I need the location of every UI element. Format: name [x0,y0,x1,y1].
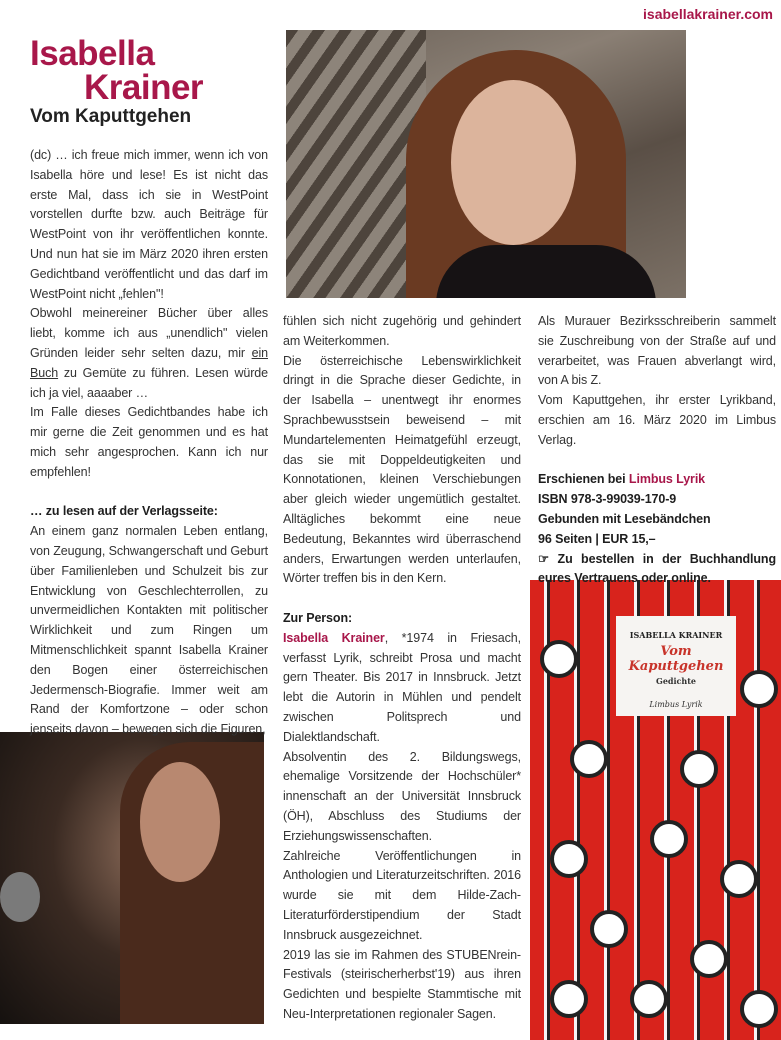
intro-paragraph: (dc) … ich freue mich immer, wenn ich von Isabella höre und lese! Es ist nicht das erste Mal, dass ich sie in WestPoint vorstellen durfte bzw. auch Beiträge für WestPoint von ihr veröffentlichen konnte. Und nun hat sie im März 2020 ihren ersten Gedichtband veröffentlicht und das darf im WestPoint nicht „fehlen"! [30,148,268,301]
author-name: Isabella Krainer [283,630,385,645]
website-url[interactable]: isabellakrainer.com [643,6,773,22]
book-details: Erschienen bei Limbus Lyrik ISBN 978-3-99039-170-9 Gebunden mit Lesebändchen 96 Seiten | EUR 15,– ☞ Zu bestellen in der Buchhandlung eures Vertrauens oder online. [538,472,776,586]
cover-genre: Gedichte [655,676,697,686]
pages-price: 96 Seiten | EUR 15,– [538,531,656,546]
title-first-name: Isabella [30,34,155,73]
title-last-name: Krainer [84,68,204,107]
book-link[interactable]: ein Buch [30,345,268,380]
intro-paragraph: Obwohl meinereiner Bücher über alles liebt, komme ich aus „unendlich" vielen Gründen leider sehr selten dazu, mir ein Buch zu Gemüte zu führen. Lesen würde ich ja viel, aaaaber … [30,306,268,400]
hand-pointer-icon: ☞ [538,551,550,566]
isbn: ISBN 978-3-99039-170-9 [538,492,677,507]
book-cover [530,580,781,1040]
author-portrait-photo [286,30,686,298]
description-paragraph: Die österreichische Lebenswirklichkeit dringt in die Sprache dieser Gedichte, in der Isabella – unentwegt ihr enormes Sprachbewusstsein beweisend – mit Mundartelementen Heimatgefühl erzeugt, das sie mit Doppeldeutigkeiten und Konnotationen, kleinen Verschiebungen aber gleich wieder ungemütlich gestaltet. Alltägliches bekommt eine neue Bedeutung, Bekanntes wird überraschend anders, Erwartungen werden unterlaufen, Wörter treffen bis in den Kern. [283,353,521,586]
binding: Gebunden mit Lesebändchen [538,511,711,526]
bio-paragraph: Absolventin des 2. Bildungswegs, ehemalige Vorsitzende der Hochschüler* innenschaft an der Universität Innsbruck (ÖH), Abschluss des Studiums der Erziehungswissenschaften. [283,749,521,843]
section-heading-person: Zur Person: [283,610,353,625]
publisher-text: An einem ganz normalen Leben entlang, von Zeugung, Schwangerschaft und Geburt über Familienleben und Schulzeit bis zur Entwicklung von Geschlechterrollen, zu unvermeidlichen Kontakten mit politischer Wirklichkeit und zum Ringen um Mitmenschlichkeit spannt Isabella Krainer den Bogen einer österreichischen Jedermensch-Biografie. Immer weit am Rand der Komfortzone – oder schon jenseits davon – bewegen sich die Figuren, [30,524,268,737]
column-intro [30,146,268,740]
cover-title: Vom Kaputtgehen [628,644,724,674]
bio-paragraph: Als Murauer Bezirksschreiberin sammelt sie Zuschreibung von der Straße auf und verarbeitet, was Frauen abverlangt wird, von A bis Z. [538,314,776,388]
section-heading-publisher: … zu lesen auf der Verlagsseite: [30,504,218,519]
cover-publisher: Limbus Lyrik [649,700,703,709]
bio-paragraph: Zahlreiche Veröffentlichungen in Anthologien und Literaturzeitschriften. 2016 wurde sie mit dem Hilde-Zach-Literaturförderstipendium der Stadt Innsbruck ausgezeichnet. [283,848,521,942]
column-description [283,312,521,1025]
column-book-info [538,312,776,589]
bio-paragraph: Vom Kaputtgehen, ihr erster Lyrikband, erschien am 16. März 2020 im Limbus Verlag. [538,393,776,447]
cover-author: ISABELLA KRAINER [629,630,723,640]
description-paragraph: fühlen sich nicht zugehörig und gehindert am Weiterkommen. [283,314,521,348]
publisher-link[interactable]: Limbus Lyrik [628,472,706,487]
author-microphone-photo [0,732,264,1024]
intro-paragraph: Im Falle dieses Gedichtbandes habe ich mir gerne die Zeit genommen und es hat mich sehr angesprochen. Kann ich nur empfehlen! [30,405,268,479]
subtitle: Vom Kaputtgehen [30,106,192,127]
bio-paragraph: Isabella Krainer, *1974 in Friesach, verfasst Lyrik, schreibt Prosa und macht gern Theater. Bis 2017 in Innsbruck. Jetzt lebt die Autorin in Mühlen und pendelt zwischen Politsprech und Dialektlandschaft. [283,630,521,744]
cover-label [616,616,736,716]
bio-paragraph: 2019 las sie im Rahmen des STUBENrein-Festivals (steirischerherbst'19) aus ihren Gedichten und bespielte Stammtische mit Neu-Interpretationen regionaler Sagen. [283,947,521,1021]
